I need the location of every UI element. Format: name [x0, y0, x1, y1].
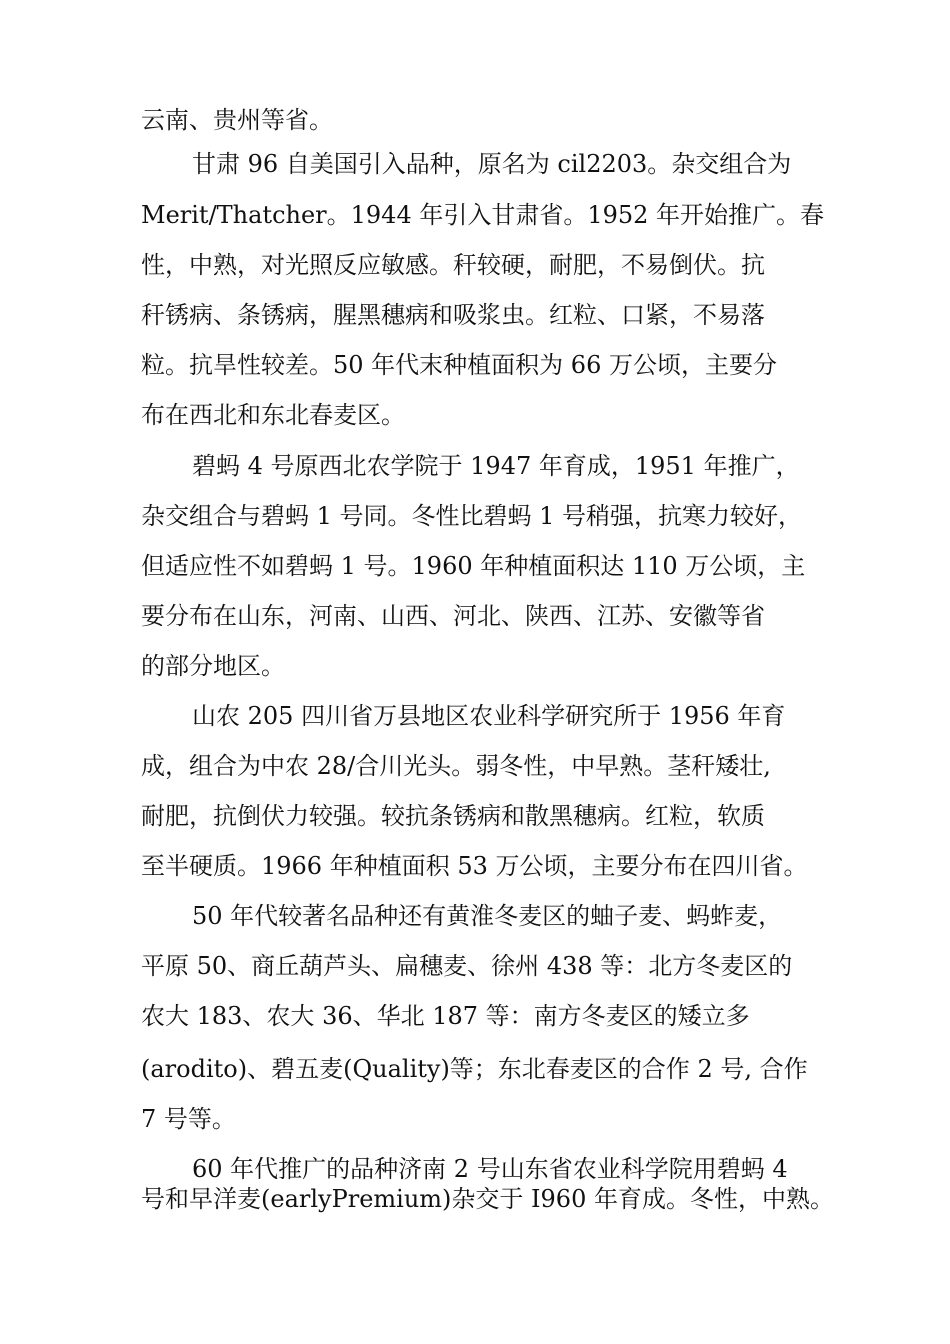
text-line: 7 号等。 — [141, 1105, 236, 1133]
text-line: 秆锈病、条锈病，腥黑穗病和吸浆虫。红粒、口紧，不易落 — [141, 301, 765, 329]
text-line: 性，中熟，对光照反应敏感。秆较硬，耐肥，不易倒伏。抗 — [141, 251, 765, 279]
text-line: 至半硬质。1966 年种植面积 53 万公顷，主要分布在四川省。 — [141, 852, 808, 880]
text-line: 布在西北和东北春麦区。 — [141, 401, 405, 429]
text-line: 农大 183、农大 36、华北 187 等：南方冬麦区的矮立多 — [141, 1002, 750, 1030]
paragraph-first-line: 甘肃 96 自美国引入品种，原名为 cil2203。杂交组合为 — [192, 150, 792, 178]
paragraph-first-line: 60 年代推广的品种济南 2 号山东省农业科学院用碧蚂 4 — [192, 1155, 788, 1183]
paragraph-first-line: 碧蚂 4 号原西北农学院于 1947 年育成，1951 年推广， — [192, 452, 800, 480]
text-line: 粒。抗旱性较差。50 年代末种植面积为 66 万公顷，主要分 — [141, 351, 777, 379]
text-line: 成，组合为中农 28/合川光头。弱冬性，中早熟。茎秆矮壮, — [141, 752, 771, 780]
paragraph-first-line: 山农 205 四川省万县地区农业科学研究所于 1956 年育 — [192, 702, 786, 730]
text-line: (arodito)、碧五麦(Quality)等；东北春麦区的合作 2 号, 合作 — [141, 1055, 808, 1083]
text-line: 的部分地区。 — [141, 652, 285, 680]
text-line: 但适应性不如碧蚂 1 号。1960 年种植面积达 110 万公顷，主 — [141, 552, 806, 580]
paragraph-first-line: 50 年代较著名品种还有黄淮冬麦区的蚰子麦、蚂蚱麦， — [192, 902, 783, 930]
text-line: 耐肥，抗倒伏力较强。较抗条锈病和散黑穗病。红粒，软质 — [141, 802, 765, 830]
text-line: 要分布在山东，河南、山西、河北、陕西、江苏、安徽等省 — [141, 602, 765, 630]
text-line: 杂交组合与碧蚂 1 号同。冬性比碧蚂 1 号稍强，抗寒力较好， — [141, 502, 803, 530]
text-line: 平原 50、商丘葫芦头、扁穗麦、徐州 438 等：北方冬麦区的 — [141, 952, 793, 980]
text-line: 云南、贵州等省。 — [141, 106, 333, 134]
text-line: Merit/Thatcher。1944 年引入甘肃省。1952 年开始推广。春 — [141, 201, 825, 229]
text-line: 号和早洋麦(earlyPremium)杂交于 I960 年育成。冬性，中熟。 — [141, 1185, 834, 1213]
